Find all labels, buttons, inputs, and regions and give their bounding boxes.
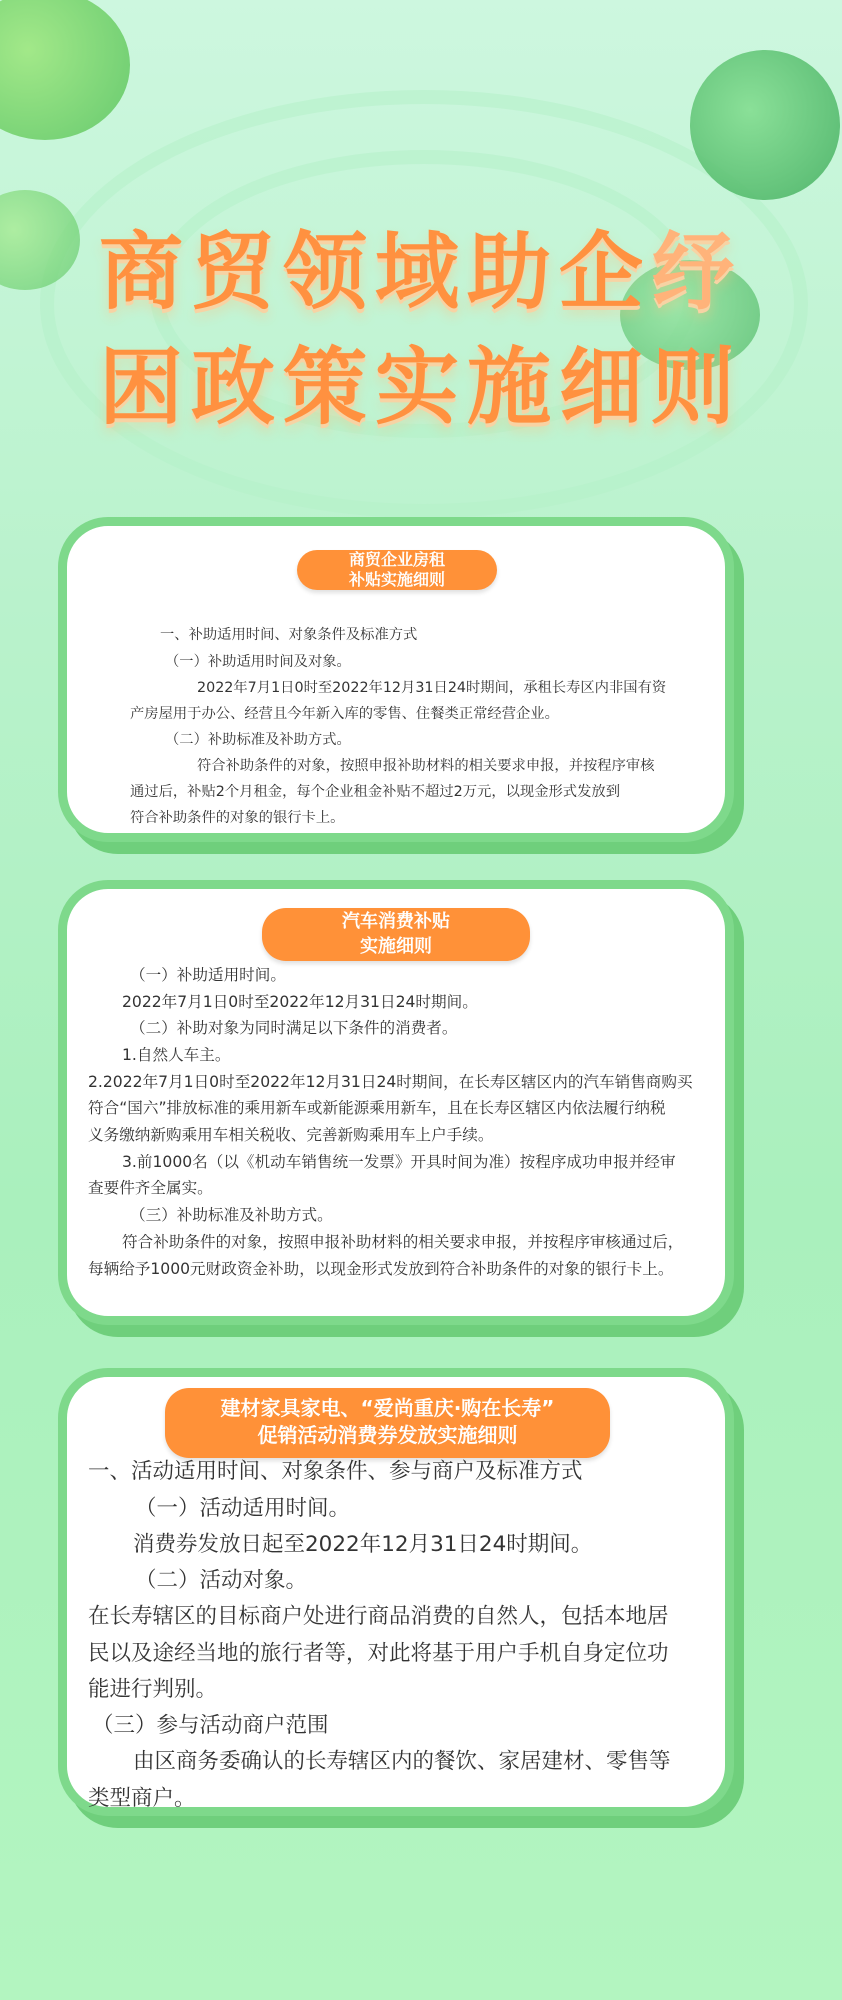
car-text-line: 符合“国六”排放标准的乘用新车或新能源乘用新车，且在长寿区辖区内依法履行纳税: [88, 1099, 666, 1117]
voucher-text-line: 类型商户。: [88, 1786, 196, 1811]
car-text-line: （二）补助对象为同时满足以下条件的消费者。: [130, 1019, 458, 1037]
tree-decoration-top-left: [0, 0, 130, 140]
car-text-line: （三）补助标准及补助方式。: [130, 1206, 333, 1224]
section-header-line: 补贴实施细则: [348, 570, 445, 589]
section-header-line: 实施细则: [360, 936, 432, 957]
car-text-line: 2.2022年7月1日0时至2022年12月31日24时期间，在长寿区辖区内的汽车销售商购买: [88, 1073, 693, 1091]
car-text-line: 查要件齐全属实。: [88, 1179, 213, 1197]
car-text-line: 符合补助条件的对象，按照申报补助材料的相关要求申报，并按程序审核通过后，: [122, 1233, 684, 1251]
section-header-car-subsidy: [262, 908, 530, 961]
rent-text-line: 符合补助条件的对象，按照申报补助材料的相关要求申报，并按程序审核: [197, 758, 655, 774]
voucher-text-line: （三）参与活动商户范围: [92, 1713, 329, 1738]
voucher-text-line: 能进行判别。: [88, 1677, 218, 1702]
page-title-line-1: [0, 205, 842, 326]
voucher-text-line: （一）活动适用时间。: [135, 1496, 351, 1521]
car-text-line: 3.前1000名（以《机动车销售统一发票》开具时间为准）按程序成功申报并经审: [122, 1153, 676, 1171]
voucher-text-line: 在长寿辖区的目标商户处进行商品消费的自然人，包括本地居: [88, 1604, 669, 1629]
section-header-consumption-voucher: [165, 1388, 610, 1458]
rent-text-line: 通过后，补贴2个月租金，每个企业租金补贴不超过2万元，以现金形式发放到: [130, 784, 620, 800]
rent-text-line: （一）补助适用时间及对象。: [165, 654, 351, 670]
rent-text-line: 产房屋用于办公、经营且今年新入库的零售、住餐类正常经营企业。: [130, 706, 559, 722]
rent-text-line: 一、补助适用时间、对象条件及标准方式: [160, 627, 418, 643]
rent-text-line: （二）补助标准及补助方式。: [165, 732, 351, 748]
car-text-line: 2022年7月1日0时至2022年12月31日24时期间。: [122, 993, 478, 1011]
section-header-line: 商贸企业房租: [348, 550, 445, 569]
voucher-text-line: 一、活动适用时间、对象条件、参与商户及标准方式: [88, 1459, 583, 1484]
title-line-1-last: 纾: [651, 223, 744, 321]
section-header-line: 促销活动消费券发放实施细则: [257, 1423, 518, 1447]
page-title-line-2: [0, 320, 842, 441]
title-line-1-main: 商贸领域助企: [98, 223, 651, 321]
voucher-text-line: （二）活动对象。: [135, 1568, 308, 1593]
voucher-text-line: 民以及途经当地的旅行者等，对此将基于用户手机自身定位功: [88, 1641, 669, 1666]
car-text-line: 1.自然人车主。: [122, 1046, 231, 1064]
section-header-rent-subsidy: [297, 550, 497, 590]
voucher-text-line: 由区商务委确认的长寿辖区内的餐饮、家居建材、零售等: [133, 1749, 671, 1774]
rent-text-line: 符合补助条件的对象的银行卡上。: [130, 810, 345, 826]
rent-text-line: 2022年7月1日0时至2022年12月31日24时期间，承租长寿区内非国有资: [197, 680, 667, 696]
tree-decoration-top-right: [690, 50, 840, 200]
title-line-2: 困政策实施细则: [98, 338, 743, 436]
car-text-line: 义务缴纳新购乘用车相关税收、完善新购乘用车上户手续。: [88, 1126, 494, 1144]
section-header-line: 汽车消费补贴: [342, 911, 450, 932]
voucher-text-line: 消费券发放日起至2022年12月31日24时期间。: [133, 1532, 593, 1557]
section-header-line: 建材家具家电、“爱尚重庆·购在长寿”: [220, 1396, 555, 1420]
car-text-line: （一）补助适用时间。: [130, 966, 286, 984]
car-text-line: 每辆给予1000元财政资金补助，以现金形式发放到符合补助条件的对象的银行卡上。: [88, 1260, 674, 1278]
